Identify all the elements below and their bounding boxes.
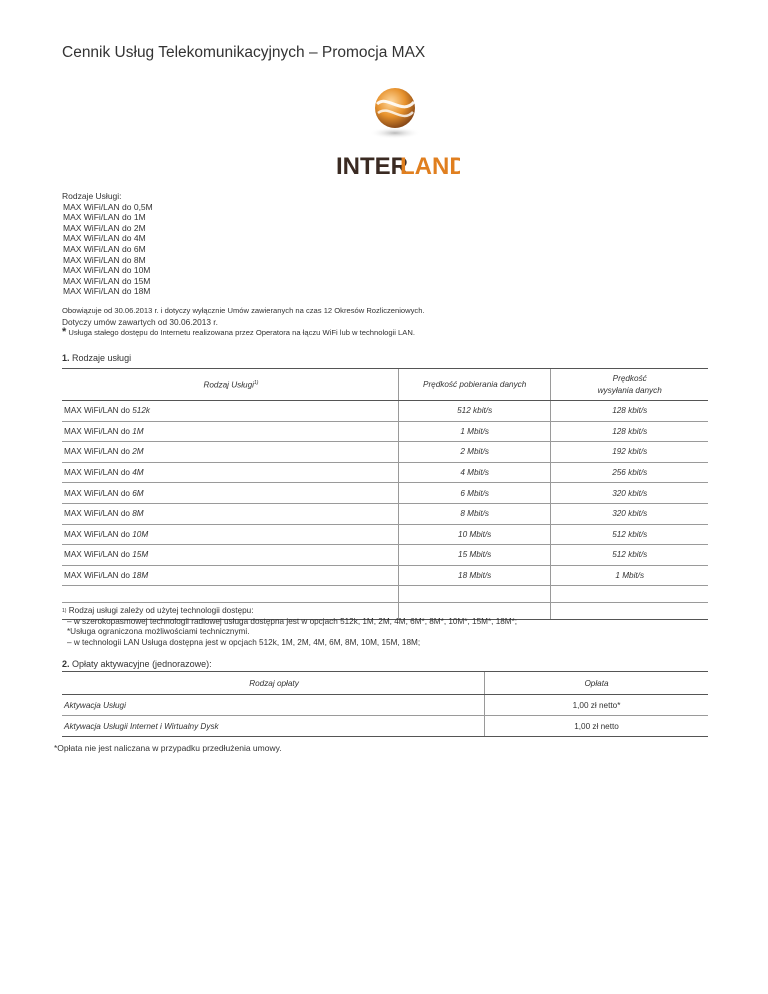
table-header-row — [62, 369, 708, 401]
table-row: MAX WiFi/LAN do 15M 15 Mbit/s 512 kbit/s — [62, 545, 708, 566]
section-1-number: 1. — [62, 353, 70, 363]
list-item: MAX WiFi/LAN do 2M — [63, 222, 146, 233]
table-row: MAX WiFi/LAN do 8M 8 Mbit/s 320 kbit/s — [62, 503, 708, 524]
page-title: Cennik Usług Telekomunikacyjnych – Promocja MAX — [62, 44, 426, 61]
footnote-line: – w szerokopasmowej technologii radiowej usługa dostępna jest w opcjach 512k, 1M, 2M, 4M, 6M*, 8M*, 10M*, 15M*, 18M*; — [67, 616, 518, 626]
interland-logo — [332, 86, 460, 186]
list-item: MAX WiFi/LAN do 4M — [63, 233, 146, 244]
section-1-heading — [62, 353, 131, 363]
table-row: MAX WiFi/LAN do 2M 2 Mbit/s 192 kbit/s — [62, 442, 708, 463]
footnote — [62, 606, 517, 648]
table-row: Aktywacja Usługi 1,00 zł netto* — [62, 695, 708, 716]
asterisk-mark: * — [62, 326, 67, 339]
validity-notes — [62, 306, 425, 339]
table-row: MAX WiFi/LAN do 6M 6 Mbit/s 320 kbit/s — [62, 483, 708, 504]
table-row: MAX WiFi/LAN do 18M 18 Mbit/s 1 Mbit/s — [62, 565, 708, 586]
footer-note: *Opłata nie jest naliczana w przypadku przedłużenia umowy. — [54, 743, 282, 753]
service-speeds-table — [62, 368, 708, 620]
services-heading: Rodzaje Usługi: — [62, 191, 122, 201]
logo-text-inter: INTER — [336, 153, 408, 180]
section-1-title: Rodzaje usługi — [72, 353, 132, 363]
logo-icon — [332, 86, 460, 186]
footnote-line: Rodzaj usługi zależy od użytej technologii dostępu: — [66, 606, 254, 615]
list-item: MAX WiFi/LAN do 18M — [63, 286, 151, 297]
table-header-row — [62, 672, 708, 695]
list-item: MAX WiFi/LAN do 1M — [63, 212, 146, 223]
list-item: MAX WiFi/LAN do 0,5M — [63, 201, 153, 212]
header-upload-speed: Prędkość wysyłania danych — [551, 369, 708, 401]
section-2-title: Opłaty aktywacyjne (jednorazowe): — [72, 659, 212, 669]
section-2-heading — [62, 659, 212, 669]
table-row: MAX WiFi/LAN do 10M 10 Mbit/s 512 kbit/s — [62, 524, 708, 545]
table-row: MAX WiFi/LAN do 4M 4 Mbit/s 256 kbit/s — [62, 462, 708, 483]
footnote-marker: 1) — [62, 608, 67, 614]
validity-line: Obowiązuje od 30.06.2013 r. i dotyczy wyłącznie Umów zawieranych na czas 12 Okresów Rozliczeniowych. — [62, 306, 425, 315]
table-row-empty — [62, 586, 708, 603]
footnote-line: – w technologii LAN Usługa dostępna jest w opcjach 512k, 1M, 2M, 4M, 6M, 8M, 10M, 15M, 18M; — [67, 637, 421, 647]
footnote-line: *Usługa ograniczona możliwościami technicznymi. — [67, 627, 250, 637]
contract-date-line: Dotyczy umów zawartych od 30.06.2013 r. — [62, 316, 218, 327]
service-definition-text: Usługa stałego dostępu do Internetu realizowana przez Operatora na łączu WiFi lub w technologii LAN. — [66, 328, 415, 338]
service-definition-line — [62, 327, 425, 339]
list-item: MAX WiFi/LAN do 15M — [63, 275, 151, 286]
list-item: MAX WiFi/LAN do 10M — [63, 265, 151, 276]
logo-text-land: LAND — [400, 153, 460, 180]
list-item: MAX WiFi/LAN do 8M — [63, 254, 146, 265]
table-row: MAX WiFi/LAN do 512k 512 kbit/s 128 kbit/s — [62, 401, 708, 422]
activation-fees-table — [62, 671, 708, 737]
header-service-type: Rodzaj Usługi$^{1)}$ — [62, 369, 398, 401]
header-download-speed: Prędkość pobierania danych — [398, 369, 551, 401]
table-row: MAX WiFi/LAN do 1M 1 Mbit/s 128 kbit/s — [62, 421, 708, 442]
section-2-number: 2. — [62, 659, 70, 669]
services-list — [62, 191, 153, 297]
header-fee-type: Rodzaj opłaty — [62, 672, 485, 695]
table-row: Aktywacja Usługii Internet i Wirtualny Dysk 1,00 zł netto — [62, 716, 708, 737]
header-fee: Opłata — [485, 672, 709, 695]
list-item: MAX WiFi/LAN do 6M — [63, 243, 146, 254]
